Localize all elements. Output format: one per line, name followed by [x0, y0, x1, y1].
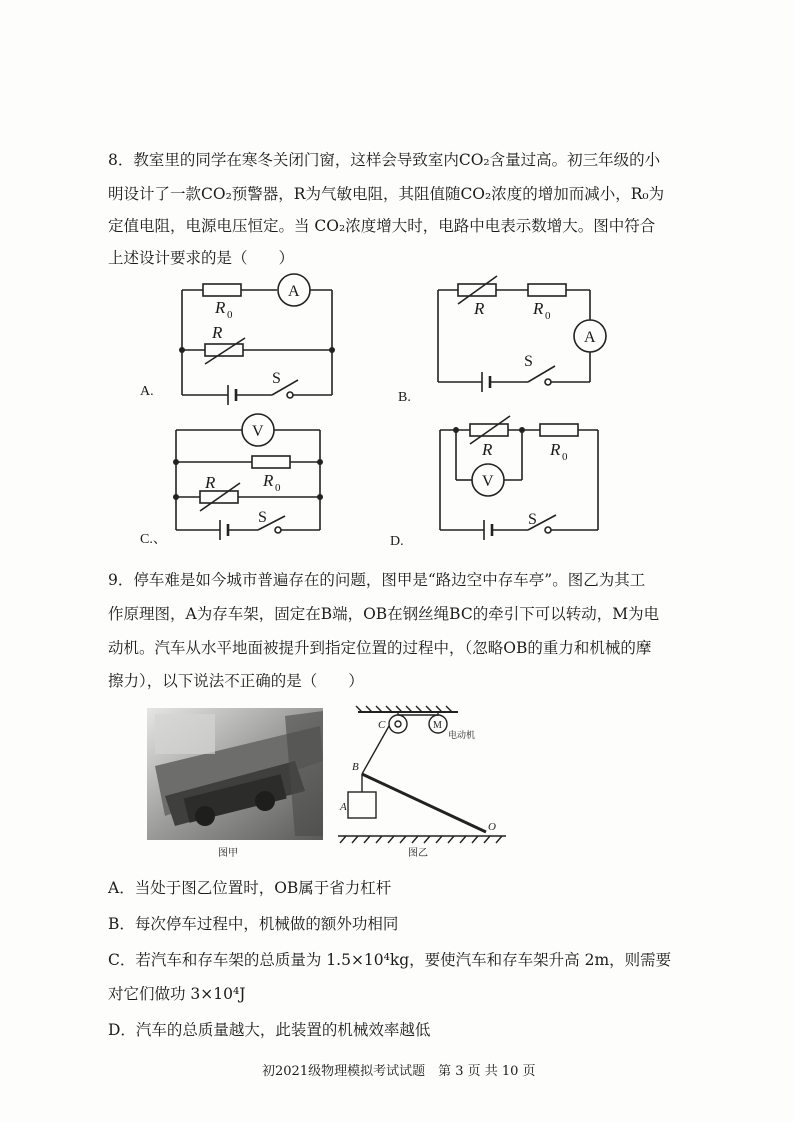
q8-option-d-label: D.	[390, 534, 404, 549]
c-r0-sub: 0	[275, 482, 281, 494]
diagram-yi	[338, 704, 508, 854]
a-r0-label: R	[215, 298, 226, 317]
d-voltmeter-label: V	[482, 473, 494, 490]
photo-jia	[145, 706, 325, 842]
label-a: A	[340, 801, 347, 813]
c-r0-label: R	[263, 471, 274, 490]
b-r0-label: R	[533, 299, 544, 318]
fig-jia-caption: 图甲	[218, 848, 238, 859]
circuit-b	[438, 276, 606, 392]
q8-circuits	[0, 0, 794, 560]
q9-line-4: 擦力），以下说法不正确的是（ ）	[108, 672, 364, 690]
d-r0-label: R	[550, 440, 561, 459]
fig-yi-caption: 图乙	[408, 848, 428, 859]
q9-option-c: C．若汽车和存车架的总质量为 1.5×10⁴kg，要使汽车和存车架升高 2m，则需要	[108, 951, 672, 969]
b-ammeter-label: A	[584, 329, 596, 346]
a-switch-label: S	[272, 370, 281, 387]
a-r0-sub: 0	[227, 309, 233, 321]
b-r0-sub: 0	[545, 310, 551, 322]
q8-option-c-label: C.、	[140, 532, 167, 547]
page-footer: 初2021级物理模拟考试试题 第 3 页 共 10 页	[262, 1064, 536, 1079]
d-r-label: R	[482, 440, 493, 459]
c-switch-label: S	[258, 509, 267, 526]
q9-option-b: B．每次停车过程中，机械做的额外功相同	[108, 915, 399, 933]
q9-option-d: D．汽车的总质量越大，此装置的机械效率越低	[108, 1021, 431, 1039]
q8-line-2: 明设计了一款CO₂预警器，R为气敏电阻，其阻值随CO₂浓度的增加而减小，R₀为	[108, 185, 665, 203]
q8-line-3: 定值电阻，电源电压恒定。当 CO₂浓度增大时，电路中电表示数增大。图中符合	[108, 217, 656, 235]
circuit-a	[182, 274, 332, 405]
label-m: M	[433, 720, 442, 731]
q9-line-3: 动机。汽车从水平地面被提升到指定位置的过程中，（忽略OB的重力和机械的摩	[108, 639, 652, 657]
label-c: C	[378, 719, 386, 731]
label-o: O	[488, 821, 496, 833]
a-ammeter-label: A	[288, 283, 300, 300]
q9-line-2: 作原理图，A为存车架，固定在B端，OB在钢丝绳BC的牵引下可以转动，M为电	[108, 605, 660, 623]
circuit-c	[176, 414, 320, 540]
q8-line-4: 上述设计要求的是（ ）	[108, 249, 295, 267]
q8-line-1: 8．教室里的同学在寒冬关闭门窗，这样会导致室内CO₂含量过高。初三年级的小	[108, 151, 661, 169]
q9-option-a: A．当处于图乙位置时，OB属于省力杠杆	[108, 879, 392, 897]
a-r-label: R	[212, 323, 223, 342]
c-r-label: R	[205, 473, 216, 492]
circuit-d	[440, 416, 598, 540]
b-r-label: R	[474, 299, 485, 318]
d-r0-sub: 0	[562, 451, 568, 463]
q8-option-a-label: A.	[140, 384, 154, 399]
b-switch-label: S	[524, 353, 533, 370]
c-voltmeter-label: V	[252, 423, 264, 440]
q9-line-1: 9．停车难是如今城市普遍存在的问题，图甲是“路边空中存车亭”。图乙为其工	[108, 571, 646, 589]
label-motor: 电动机	[448, 730, 476, 740]
label-b: B	[352, 761, 359, 773]
q9-option-c-cont: 对它们做功 3×10⁴J	[108, 985, 246, 1003]
q8-option-b-label: B.	[398, 390, 411, 405]
d-switch-label: S	[528, 511, 537, 528]
